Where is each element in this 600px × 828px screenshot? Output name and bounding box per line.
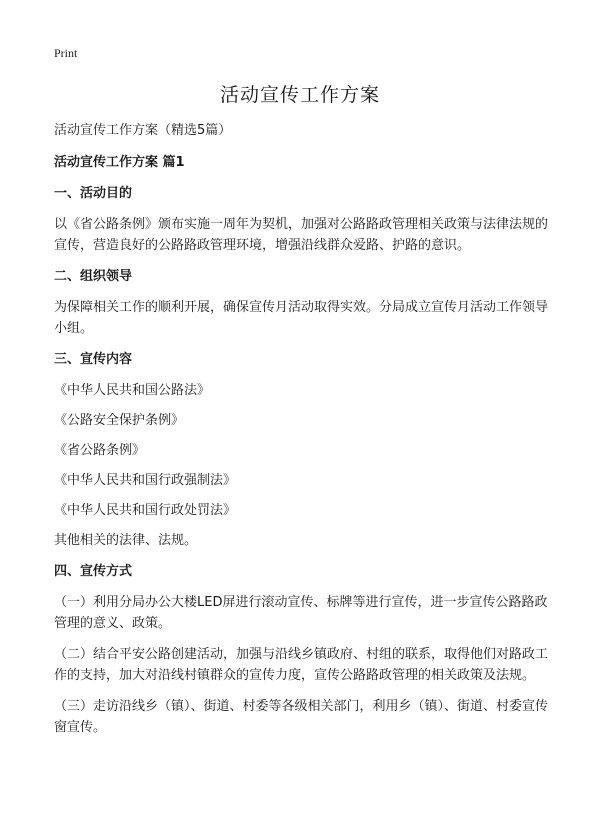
law-item: 《中华人民共和国行政强制法》	[54, 473, 237, 488]
section-heading-content: 三、宣传内容	[54, 352, 133, 367]
method-item: （一）利用分局办公大楼LED屏进行滚动宣传、标牌等进行宣传，进一步宣传公路路政管理的意义、政策。	[54, 595, 548, 631]
part-heading: 活动宣传工作方案 篇1	[54, 155, 185, 170]
law-item: 《中华人民共和国公路法》	[54, 383, 211, 398]
method-item: （三）走访沿线乡（镇）、街道、村委等各级相关部门，利用乡（镇）、街道、村委宣传窗宣传。	[54, 699, 549, 735]
document-body	[54, 120, 550, 748]
law-item: 《中华人民共和国行政处罚法》	[54, 503, 237, 518]
section-paragraph-other-laws: 其他相关的法律、法规。	[54, 533, 198, 548]
section-heading-methods: 四、宣传方式	[54, 564, 133, 579]
section-paragraph-leadership: 为保障相关工作的顺利开展，确保宣传月活动取得实效。分局成立宣传月活动工作领导小组。	[54, 300, 549, 336]
document-subtitle: 活动宣传工作方案（精选5篇）	[54, 123, 232, 138]
law-item: 《公路安全保护条例》	[54, 413, 185, 428]
law-item: 《省公路条例》	[54, 443, 146, 458]
page-title: 活动宣传工作方案	[219, 84, 380, 106]
print-label: Print	[54, 46, 78, 60]
section-heading-leadership: 二、组织领导	[54, 269, 133, 284]
section-paragraph-purpose: 以《省公路条例》颁布实施一周年为契机，加强对公路路政管理相关政策与法律法规的宣传，营造良好的公路路政管理环境，增强沿线群众爱路、护路的意识。	[54, 217, 549, 253]
section-heading-purpose: 一、活动目的	[54, 186, 133, 201]
method-item: （二）结合平安公路创建活动，加强与沿线乡镇政府、村组的联系，取得他们对路政工作的支持，加大对沿线村镇群众的宣传力度，宣传公路路政管理的相关政策及法规。	[54, 647, 549, 683]
